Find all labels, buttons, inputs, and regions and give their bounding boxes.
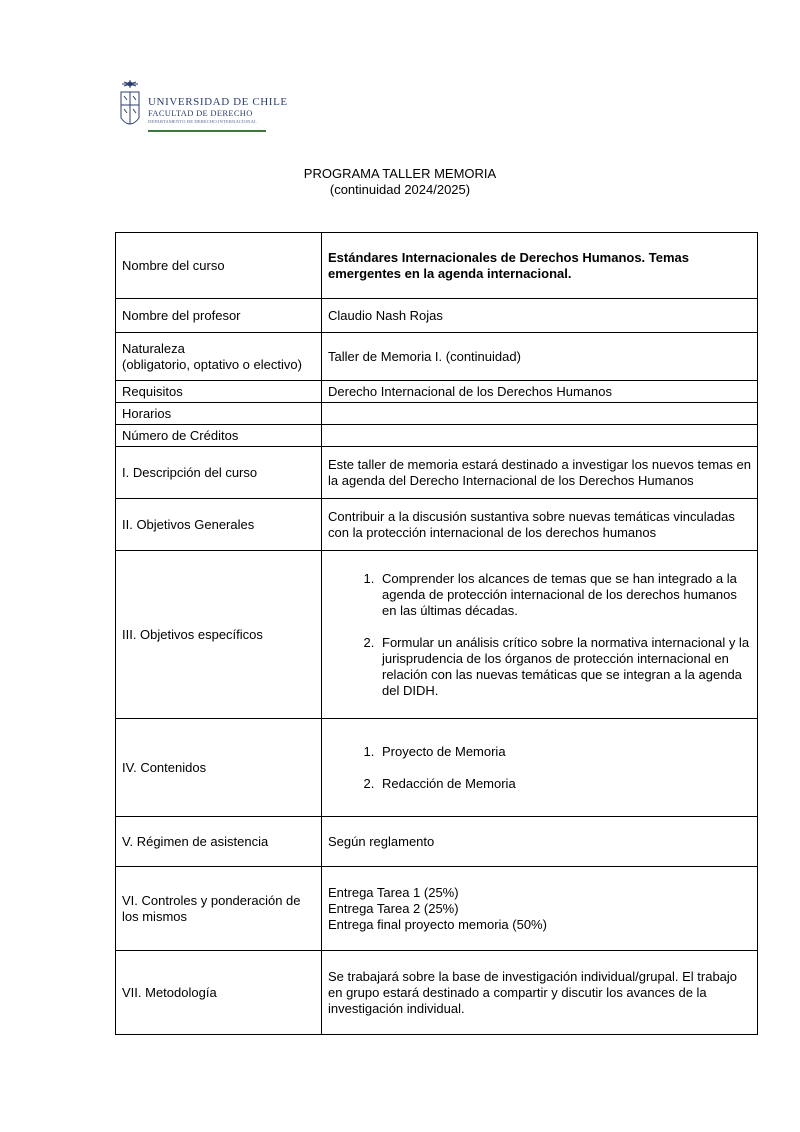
table-row [116,817,758,867]
table-row [116,551,758,719]
university-name: UNIVERSIDAD DE CHILE [148,96,288,108]
row-label: V. Régimen de asistencia [116,817,322,867]
contents-list [328,744,751,792]
table-row [116,233,758,299]
row-label [116,333,322,381]
methodology: Se trabajará sobre la base de investigación individual/grupal. El trabajo en grupo estará destinado a compartir y discutir los avances de la investigación individual. [322,951,758,1035]
row-label: III. Objetivos específicos [116,551,322,719]
professor-name: Claudio Nash Rojas [322,299,758,333]
table-row [116,719,758,817]
table-row [116,381,758,403]
course-program-table [115,232,758,1035]
row-label: I. Descripción del curso [116,447,322,499]
general-objectives: Contribuir a la discusión sustantiva sobre nuevas temáticas vinculadas con la protección internacional de los derechos humanos [322,499,758,551]
row-label-main: Naturaleza [122,340,185,356]
list-item: Entrega final proyecto memoria (50%) [328,916,547,932]
table-row [116,867,758,951]
row-label: II. Objetivos Generales [116,499,322,551]
university-logo [118,78,288,140]
university-crest-icon [118,78,142,136]
row-label: Horarios [116,403,322,425]
row-label-note: (obligatorio, optativo o electivo) [122,356,302,372]
specific-objectives [322,551,758,719]
row-label: Requisitos [116,381,322,403]
schedule [322,403,758,425]
department-name: DEPARTAMENTO DE DERECHO INTERNACIONAL [148,119,257,124]
course-name: Estándares Internacionales de Derechos Humanos. Temas emergentes en la agenda internacional. [322,233,758,299]
list-item: 2. Redacción de Memoria [378,776,751,792]
row-label: Número de Créditos [116,425,322,447]
faculty-name: FACULTAD DE DERECHO [148,108,253,118]
credits [322,425,758,447]
document-heading [0,166,800,198]
row-label: Nombre del profesor [116,299,322,333]
table-row [116,499,758,551]
course-nature: Taller de Memoria I. (continuidad) [322,333,758,381]
list-item: 1. Proyecto de Memoria [378,744,751,760]
table-row [116,447,758,499]
row-label: VII. Metodología [116,951,322,1035]
assessments [322,867,758,951]
row-label: VI. Controles y ponderación de los mismos [116,867,322,951]
row-label: IV. Contenidos [116,719,322,817]
row-label: Nombre del curso [116,233,322,299]
logo-rule [148,130,266,132]
requirements: Derecho Internacional de los Derechos Humanos [322,381,758,403]
table-row [116,951,758,1035]
list-item: 1. Comprender los alcances de temas que se han integrado a la agenda de protección internacional de los derechos humanos en las últimas décadas. [378,571,751,619]
table-row [116,333,758,381]
table-row [116,425,758,447]
table-row [116,403,758,425]
specific-objectives-list [328,571,751,699]
list-item: Entrega Tarea 1 (25%) [328,884,459,900]
document-subtitle: (continuidad 2024/2025) [329,182,471,197]
list-item: Entrega Tarea 2 (25%) [328,900,459,916]
attendance-regime: Según reglamento [322,817,758,867]
list-item: 2. Formular un análisis crítico sobre la normativa internacional y la jurisprudencia de los órganos de protección internacional en relación con las nuevas temáticas que se integran a la agenda del DIDH. [378,635,751,699]
document-title: PROGRAMA TALLER MEMORIA [303,166,497,181]
contents [322,719,758,817]
table-row [116,299,758,333]
course-description: Este taller de memoria estará destinado a investigar los nuevos temas en la agenda del Derecho Internacional de los Derechos Humanos [322,447,758,499]
